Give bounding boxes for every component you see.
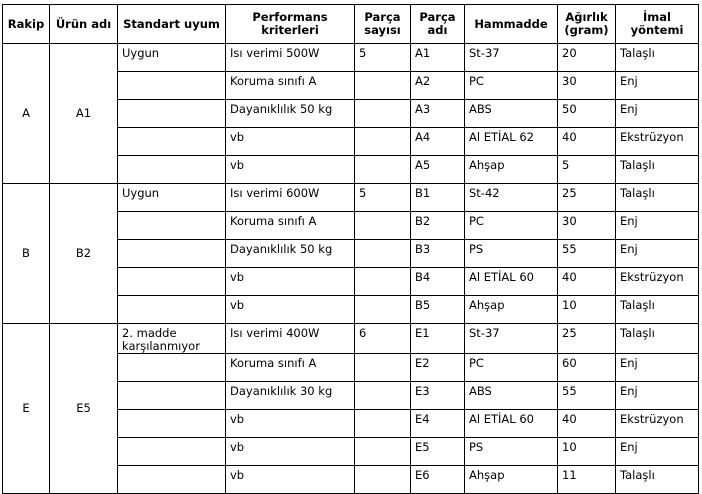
standart-uyum-cell bbox=[118, 410, 226, 438]
parca-sayisi-cell: 5 bbox=[355, 44, 411, 72]
parca-sayisi-cell bbox=[355, 354, 411, 382]
agirlik-cell: 30 bbox=[558, 72, 616, 100]
performans-kriteri-cell: vb bbox=[226, 296, 355, 324]
hammadde-cell: PC bbox=[465, 212, 558, 240]
header-agirlik: Ağırlık (gram) bbox=[558, 5, 616, 44]
imal-yontemi-cell: Talaşlı bbox=[616, 184, 699, 212]
performans-kriteri-cell: Koruma sınıfı A bbox=[226, 212, 355, 240]
hammadde-cell: Al ETİAL 62 bbox=[465, 128, 558, 156]
parca-adi-cell: B4 bbox=[411, 268, 465, 296]
parca-adi-cell: E3 bbox=[411, 382, 465, 410]
agirlik-cell: 25 bbox=[558, 324, 616, 354]
standart-uyum-cell bbox=[118, 382, 226, 410]
urun-adi-cell: E5 bbox=[50, 324, 118, 494]
parca-adi-cell: A4 bbox=[411, 128, 465, 156]
hammadde-cell: ABS bbox=[465, 100, 558, 128]
agirlik-cell: 10 bbox=[558, 296, 616, 324]
rakip-cell: E bbox=[3, 324, 50, 494]
parca-adi-cell: A3 bbox=[411, 100, 465, 128]
parca-adi-cell: A2 bbox=[411, 72, 465, 100]
imal-yontemi-cell: Enj bbox=[616, 240, 699, 268]
standart-uyum-cell bbox=[118, 72, 226, 100]
imal-yontemi-cell: Ekstrüzyon bbox=[616, 410, 699, 438]
parca-sayisi-cell bbox=[355, 212, 411, 240]
parca-adi-cell: B2 bbox=[411, 212, 465, 240]
hammadde-cell: PS bbox=[465, 438, 558, 466]
imal-yontemi-cell: Ekstrüzyon bbox=[616, 128, 699, 156]
hammadde-cell: PC bbox=[465, 72, 558, 100]
standart-uyum-cell bbox=[118, 100, 226, 128]
standart-uyum-cell: 2. madde karşılanmıyor bbox=[118, 324, 226, 354]
table-body bbox=[3, 44, 699, 494]
table-row bbox=[3, 44, 699, 72]
rakip-cell: B bbox=[3, 184, 50, 324]
parca-sayisi-cell bbox=[355, 240, 411, 268]
urun-adi-cell: B2 bbox=[50, 184, 118, 324]
standart-uyum-cell bbox=[118, 296, 226, 324]
parca-sayisi-cell bbox=[355, 268, 411, 296]
parca-adi-cell: E5 bbox=[411, 438, 465, 466]
performans-kriteri-cell: Dayanıklılık 50 kg bbox=[226, 240, 355, 268]
parca-adi-cell: E6 bbox=[411, 466, 465, 494]
standart-uyum-cell bbox=[118, 240, 226, 268]
imal-yontemi-cell: Enj bbox=[616, 354, 699, 382]
agirlik-cell: 55 bbox=[558, 382, 616, 410]
performans-kriteri-cell: Isı verimi 400W bbox=[226, 324, 355, 354]
agirlik-cell: 50 bbox=[558, 100, 616, 128]
parca-adi-cell: E2 bbox=[411, 354, 465, 382]
parca-adi-cell: E4 bbox=[411, 410, 465, 438]
agirlik-cell: 20 bbox=[558, 44, 616, 72]
imal-yontemi-cell: Ekstrüzyon bbox=[616, 268, 699, 296]
header-imal-yontemi: İmal yöntemi bbox=[616, 5, 699, 44]
imal-yontemi-cell: Talaşlı bbox=[616, 296, 699, 324]
performans-kriteri-cell: Isı verimi 600W bbox=[226, 184, 355, 212]
parca-sayisi-cell bbox=[355, 438, 411, 466]
parca-sayisi-cell bbox=[355, 466, 411, 494]
performans-kriteri-cell: vb bbox=[226, 438, 355, 466]
hammadde-cell: PS bbox=[465, 240, 558, 268]
parca-sayisi-cell: 6 bbox=[355, 324, 411, 354]
header-row bbox=[3, 5, 699, 44]
parca-sayisi-cell bbox=[355, 156, 411, 184]
standart-uyum-cell bbox=[118, 128, 226, 156]
parca-sayisi-cell bbox=[355, 100, 411, 128]
standart-uyum-cell bbox=[118, 268, 226, 296]
hammadde-cell: St-37 bbox=[465, 324, 558, 354]
parca-adi-cell: B1 bbox=[411, 184, 465, 212]
agirlik-cell: 40 bbox=[558, 128, 616, 156]
agirlik-cell: 10 bbox=[558, 438, 616, 466]
performans-kriteri-cell: Isı verimi 500W bbox=[226, 44, 355, 72]
parca-sayisi-cell bbox=[355, 382, 411, 410]
performans-kriteri-cell: vb bbox=[226, 410, 355, 438]
standart-uyum-cell bbox=[118, 466, 226, 494]
imal-yontemi-cell: Talaşlı bbox=[616, 156, 699, 184]
agirlik-cell: 40 bbox=[558, 268, 616, 296]
standart-uyum-cell bbox=[118, 354, 226, 382]
parca-adi-cell: B3 bbox=[411, 240, 465, 268]
hammadde-cell: Ahşap bbox=[465, 296, 558, 324]
imal-yontemi-cell: Talaşlı bbox=[616, 44, 699, 72]
standart-uyum-cell: Uygun bbox=[118, 44, 226, 72]
hammadde-cell: Ahşap bbox=[465, 466, 558, 494]
standart-uyum-cell bbox=[118, 438, 226, 466]
rakip-cell: A bbox=[3, 44, 50, 184]
parca-adi-cell: E1 bbox=[411, 324, 465, 354]
imal-yontemi-cell: Talaşlı bbox=[616, 324, 699, 354]
header-parca-adi: Parça adı bbox=[411, 5, 465, 44]
hammadde-cell: Ahşap bbox=[465, 156, 558, 184]
standart-uyum-cell bbox=[118, 212, 226, 240]
performans-kriteri-cell: vb bbox=[226, 268, 355, 296]
hammadde-cell: St-42 bbox=[465, 184, 558, 212]
agirlik-cell: 30 bbox=[558, 212, 616, 240]
performans-kriteri-cell: Dayanıklılık 50 kg bbox=[226, 100, 355, 128]
performans-kriteri-cell: vb bbox=[226, 128, 355, 156]
imal-yontemi-cell: Enj bbox=[616, 212, 699, 240]
performans-kriteri-cell: vb bbox=[226, 466, 355, 494]
parca-adi-cell: A1 bbox=[411, 44, 465, 72]
hammadde-cell: Al ETİAL 60 bbox=[465, 410, 558, 438]
parca-adi-cell: B5 bbox=[411, 296, 465, 324]
agirlik-cell: 55 bbox=[558, 240, 616, 268]
standart-uyum-cell: Uygun bbox=[118, 184, 226, 212]
parca-sayisi-cell bbox=[355, 410, 411, 438]
performans-kriteri-cell: Koruma sınıfı A bbox=[226, 354, 355, 382]
agirlik-cell: 25 bbox=[558, 184, 616, 212]
hammadde-cell: ABS bbox=[465, 382, 558, 410]
performans-kriteri-cell: vb bbox=[226, 156, 355, 184]
hammadde-cell: St-37 bbox=[465, 44, 558, 72]
agirlik-cell: 5 bbox=[558, 156, 616, 184]
imal-yontemi-cell: Enj bbox=[616, 72, 699, 100]
hammadde-cell: Al ETİAL 60 bbox=[465, 268, 558, 296]
parca-sayisi-cell bbox=[355, 72, 411, 100]
imal-yontemi-cell: Enj bbox=[616, 382, 699, 410]
urun-adi-cell: A1 bbox=[50, 44, 118, 184]
agirlik-cell: 40 bbox=[558, 410, 616, 438]
parca-sayisi-cell: 5 bbox=[355, 184, 411, 212]
header-urun-adi: Ürün adı bbox=[50, 5, 118, 44]
imal-yontemi-cell: Enj bbox=[616, 438, 699, 466]
parca-sayisi-cell bbox=[355, 296, 411, 324]
competitor-comparison-table bbox=[2, 4, 699, 494]
header-rakip: Rakip bbox=[3, 5, 50, 44]
header-performans-kriterleri: Performans kriterleri bbox=[226, 5, 355, 44]
table-row bbox=[3, 324, 699, 354]
imal-yontemi-cell: Enj bbox=[616, 100, 699, 128]
imal-yontemi-cell: Talaşlı bbox=[616, 466, 699, 494]
agirlik-cell: 11 bbox=[558, 466, 616, 494]
parca-adi-cell: A5 bbox=[411, 156, 465, 184]
header-hammadde: Hammadde bbox=[465, 5, 558, 44]
agirlik-cell: 60 bbox=[558, 354, 616, 382]
performans-kriteri-cell: Dayanıklılık 30 kg bbox=[226, 382, 355, 410]
performans-kriteri-cell: Koruma sınıfı A bbox=[226, 72, 355, 100]
standart-uyum-cell bbox=[118, 156, 226, 184]
header-standart-uyum: Standart uyum bbox=[118, 5, 226, 44]
table-row bbox=[3, 184, 699, 212]
header-parca-sayisi: Parça sayısı bbox=[355, 5, 411, 44]
parca-sayisi-cell bbox=[355, 128, 411, 156]
hammadde-cell: PC bbox=[465, 354, 558, 382]
